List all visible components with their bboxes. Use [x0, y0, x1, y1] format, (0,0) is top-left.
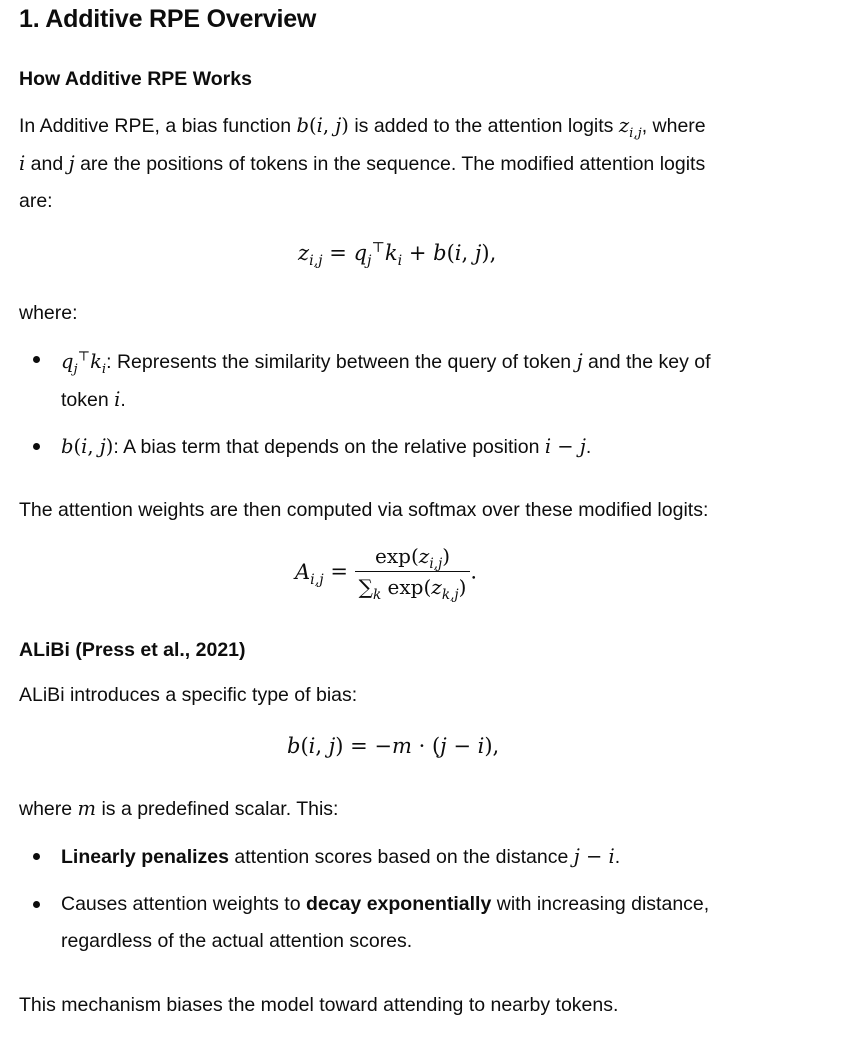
list-item-qk: $q_j^⊤k_i$: Represents the similarity between the query of token j and the key of token i. — [61, 349, 711, 411]
section-heading-how: How Additive RPE Works — [19, 68, 252, 90]
bullet-dot — [33, 853, 40, 860]
where-label: where: — [19, 302, 78, 324]
equation-alibi: b(i, j) = −m · (j − i), — [287, 734, 500, 758]
bullet-dot — [33, 356, 40, 363]
bullet-dot — [33, 443, 40, 450]
equation-logits: $z_{i,j} = q_j^⊤k_i + b(i$, j), — [298, 240, 497, 270]
intro-paragraph: In Additive RPE, a bias function b(i, j) is added to the attention logits $z_{i,j}$, where i and j are the positions of tokens in the sequence. The modified attention logits are: — [19, 114, 706, 212]
list-item-decay: Causes attention weights to decay exponentially with increasing distance, regardless of the actual attention scores. — [61, 893, 710, 952]
list-item-bias: b(i, j): A bias term that depends on the relative position i − j. — [61, 435, 592, 458]
section-heading-alibi: ALiBi (Press et al., 2021) — [19, 639, 246, 661]
list-item-linear: Linearly penalizes attention scores based on the distance j − i. — [61, 845, 621, 868]
softmax-paragraph: The attention weights are then computed via softmax over these modified logits: — [19, 499, 709, 521]
closing-paragraph: This mechanism biases the model toward attending to nearby tokens. — [19, 994, 619, 1016]
bullet-dot — [33, 901, 40, 908]
equation-softmax: $A_{i,j}$ = $\frac{\exp(z_{i,j})}{\sum_k \exp(z_{k,j})}$ . — [295, 544, 478, 603]
page-title: 1. Additive RPE Overview — [19, 5, 317, 33]
alibi-intro: ALiBi introduces a specific type of bias: — [19, 684, 358, 706]
where-m-paragraph: where m is a predefined scalar. This: — [19, 797, 339, 820]
